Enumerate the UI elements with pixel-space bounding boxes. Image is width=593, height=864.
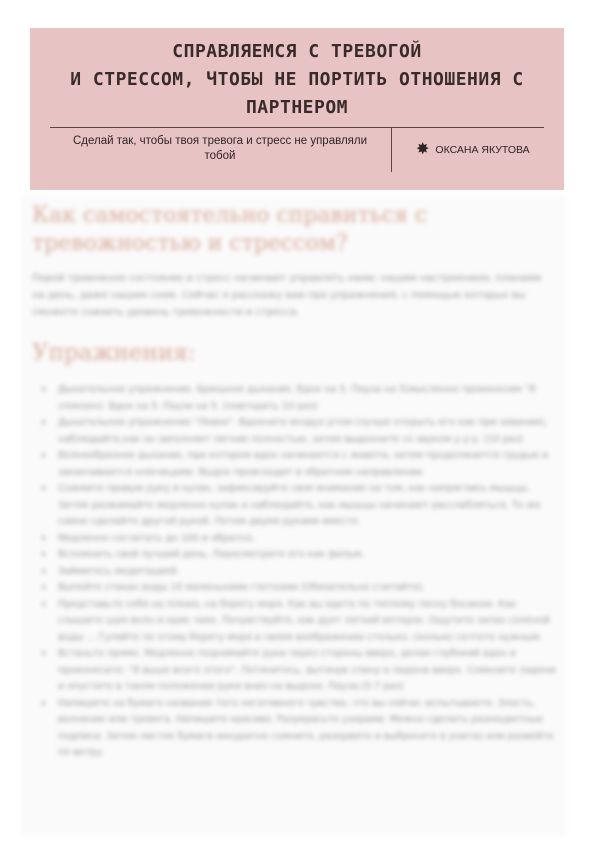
list-item: ♦ Представьте себя на пляже, на берегу моря. Как вы идете по теплому песку босиком. Как слышите шум волн и крик чаек. Почувствуйте, как дует легкий ветерок. Ощутите запах соленой воды ... Гуляйте по этому берегу моря в своем воображении столько, сколько сочтете нужным.	[38, 597, 560, 647]
list-item: ♦ Сожмите правую руку в кулак, зафиксируйте свое внимание на том, как напряглись мышцы. Затем разжимайте медленно кулак и наблюдайте, как мышцы начинают расслабляться. То же самое сделайте другой рукой. Потом двумя руками вместе.	[38, 481, 560, 531]
article-heading: Как самостоятельно справиться с тревожностью и стрессом?	[32, 203, 428, 256]
list-item: ♦ Выпейте стакан воды 10 маленькими глотками (Обязательно считайте).	[38, 580, 560, 597]
title-line: И СТРЕССОМ, ЧТОБЫ НЕ ПОРТИТЬ ОТНОШЕНИЯ С	[70, 69, 524, 90]
title-line: ПАРТНЕРОМ	[245, 97, 349, 118]
list-item: ♦ Волнообразное дыхание, при котором вдох начинается с живота, затем продолжается грудью и заканчивается ключицами. Выдох происходит в обратном направлении.	[38, 448, 560, 481]
star-burst-icon: ✸	[416, 141, 430, 158]
list-item: ♦ Займитесь медитацией.	[38, 564, 560, 581]
list-item: ♦ Напишите на бумаге название того негативного чувства, что вы сейчас испытываете. Злость, волнение или тревога. Напишите красиво. Разукрасьте узорами. Можно сделать разноцветные подписи. Затем листок бумаги аккуратно сомните, разорвите и выбросите в унитаз или развейте по ветру.	[38, 696, 560, 762]
header-vertical-divider	[391, 128, 392, 172]
author-name: ОКСАНА ЯКУТОВА	[435, 144, 530, 156]
subtitle: Сделай так, чтобы твоя тревога и стресс не управляли тобой	[72, 135, 368, 162]
exercises-heading: Упражнения:	[32, 340, 196, 366]
article-body	[20, 196, 566, 836]
title-line: СПРАВЛЯЕМСЯ С ТРЕВОГОЙ	[172, 41, 422, 62]
author-block	[416, 140, 530, 160]
list-item: ♦ Медленно сосчитать до 100 и обратно.	[38, 531, 560, 548]
list-item: ♦ Дыхательное упражнение "Левое". Вдохните воздух ртом (лучше открыть его как при зевании), наблюдайте,как он заполняет легкие полностью, затем выдохните со звуком у-у-у. (10 раз)	[38, 415, 560, 448]
header-banner	[30, 28, 564, 190]
page-title	[30, 38, 564, 122]
list-item: ♦ Встаньте прямо. Медленно поднимайте руки через стороны вверх, делая глубокий вдох и произнесите: "Я выше всего этого". Потянитесь, вытянув спину и ладони вверх. Сомкните ладони и опустите в таком положении руки вниз на выдохе. Пауза.(5-7 раз)	[38, 646, 560, 696]
list-item: ♦ Дыхательное упражнение. Брюшное дыхание. Вдох на 5. Пауза на 5(мысленно произносим "Я спокоен). Вдох на 5. Пауза на 5. (повторить 10 раз)	[38, 382, 560, 415]
list-item: ♦ Вспомнить свой лучший день. Пересмотрите его как фильм.	[38, 547, 560, 564]
article-intro: Порой тревожное состояние и стресс начинают управлять нами: нашим настроением, планами на день, даже нашим сном. Сейчас я расскажу вам про упражнения, с помощью которых вы сможете снизить уровень тревожности и стресса.	[32, 273, 542, 318]
header-divider	[50, 127, 544, 128]
exercise-list	[38, 382, 560, 762]
